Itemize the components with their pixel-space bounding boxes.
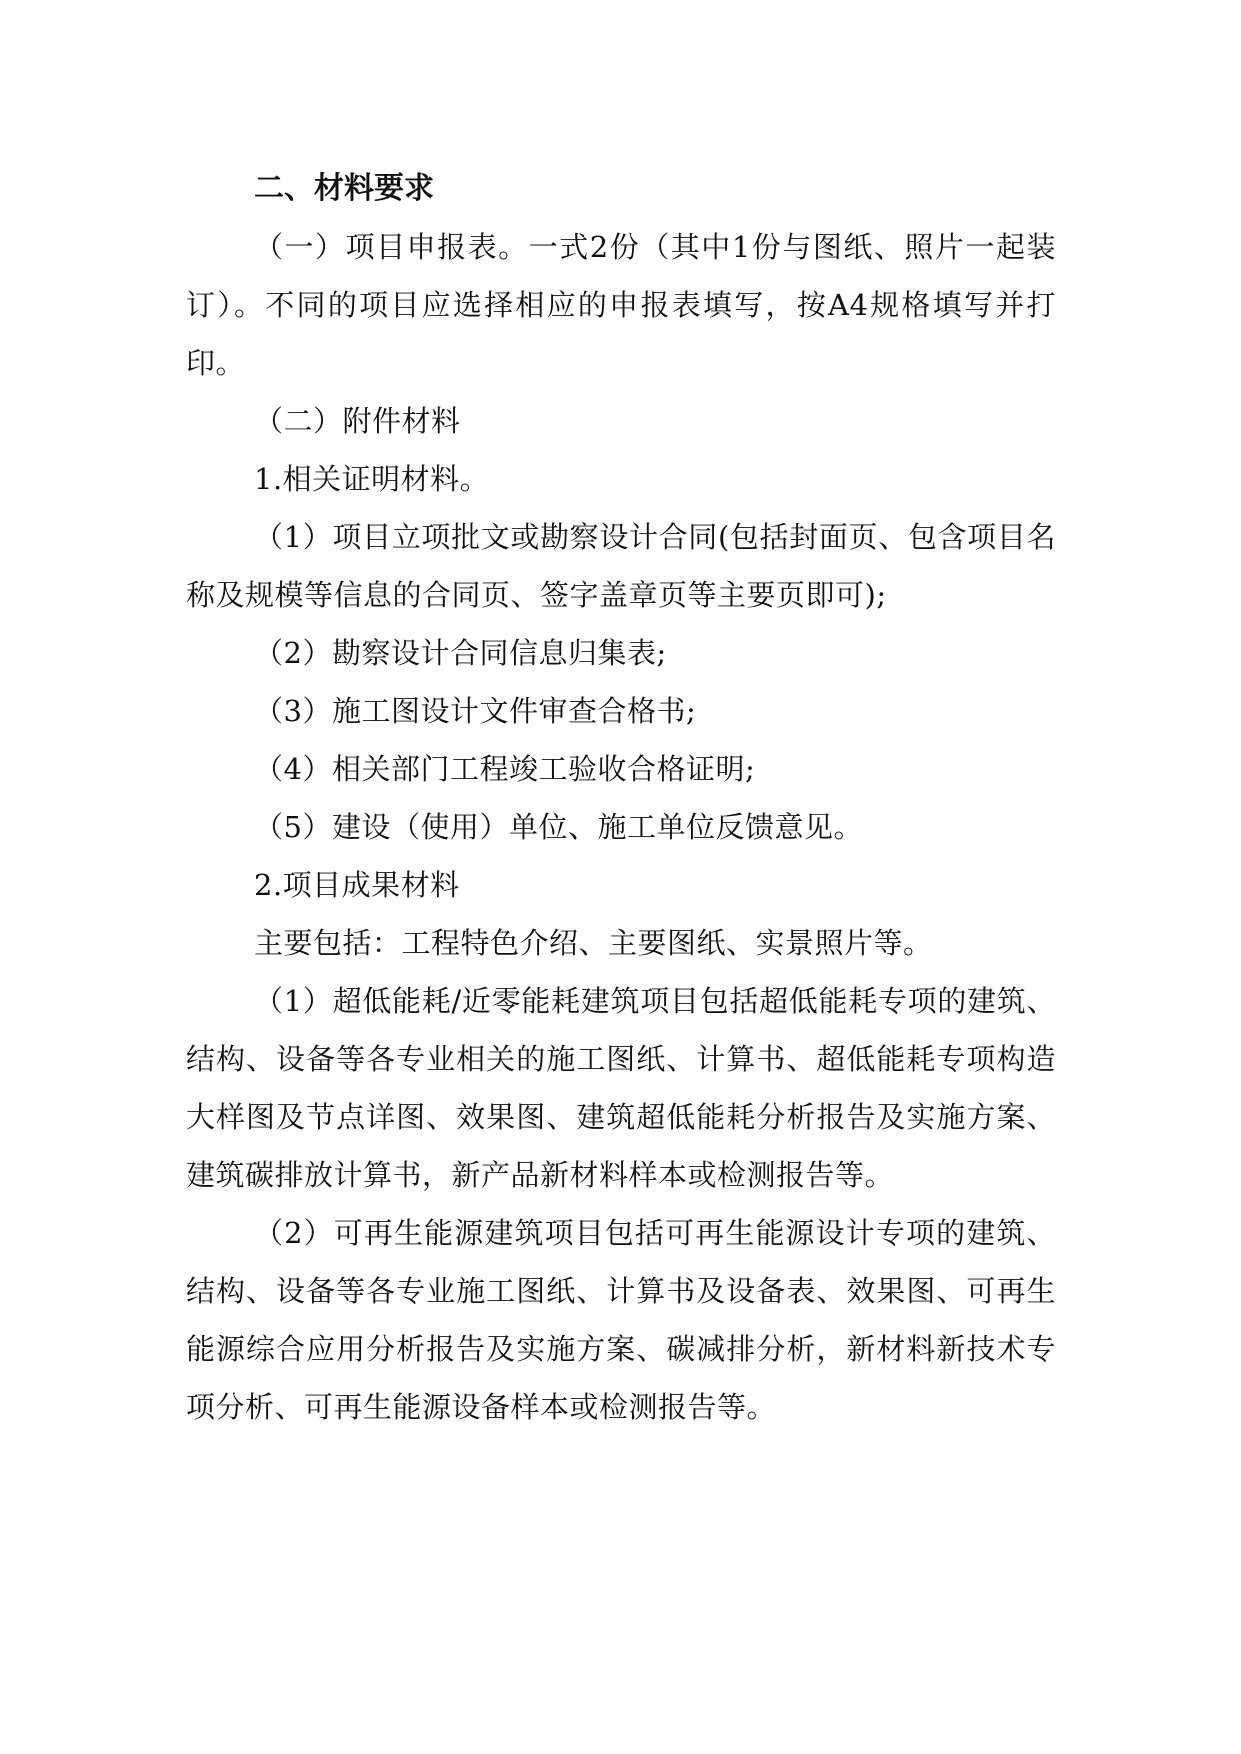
document-body [186, 160, 1056, 1436]
paragraph-item-review-certificate: （3）施工图设计文件审查合格书; [254, 694, 697, 728]
paragraph-main-contents: 主要包括：工程特色介绍、主要图纸、实景照片等。 [254, 926, 933, 960]
paragraph-renewable-energy: （2）可再生能源建筑项目包括可再生能源设计专项的建筑、结构、设备等各专业施工图纸、计算书及设备表、效果图、可再生能源综合应用分析报告及实施方案、碳减排分析，新材料新技术专项分析、可再生能源设备样本或检测报告等。 [186, 1216, 1056, 1424]
paragraph-result-materials: 2.项目成果材料 [254, 868, 460, 902]
paragraph-attachments-heading: （二）附件材料 [254, 404, 461, 438]
section-heading: 二、材料要求 [254, 171, 434, 206]
paragraph-application-form: （一）项目申报表。一式2份（其中1份与图纸、照片一起装订）。不同的项目应选择相应的申报表填写，按A4规格填写并打印。 [186, 230, 1056, 380]
paragraph-item-contract-table: （2）勘察设计合同信息归集表; [254, 636, 667, 670]
paragraph-proof-materials: 1.相关证明材料。 [254, 462, 490, 496]
paragraph-item-approval: （1）项目立项批文或勘察设计合同(包括封面页、包含项目名称及规模等信息的合同页、签字盖章页等主要页即可); [186, 520, 1056, 612]
paragraph-item-acceptance-proof: （4）相关部门工程竣工验收合格证明; [254, 752, 756, 786]
paragraph-item-feedback: （5）建设（使用）单位、施工单位反馈意见。 [254, 810, 863, 844]
paragraph-ultra-low-energy: （1）超低能耗/近零能耗建筑项目包括超低能耗专项的建筑、结构、设备等各专业相关的施工图纸、计算书、超低能耗专项构造大样图及节点详图、效果图、建筑超低能耗分析报告及实施方案、建筑碳排放计算书，新产品新材料样本或检测报告等。 [186, 984, 1056, 1192]
